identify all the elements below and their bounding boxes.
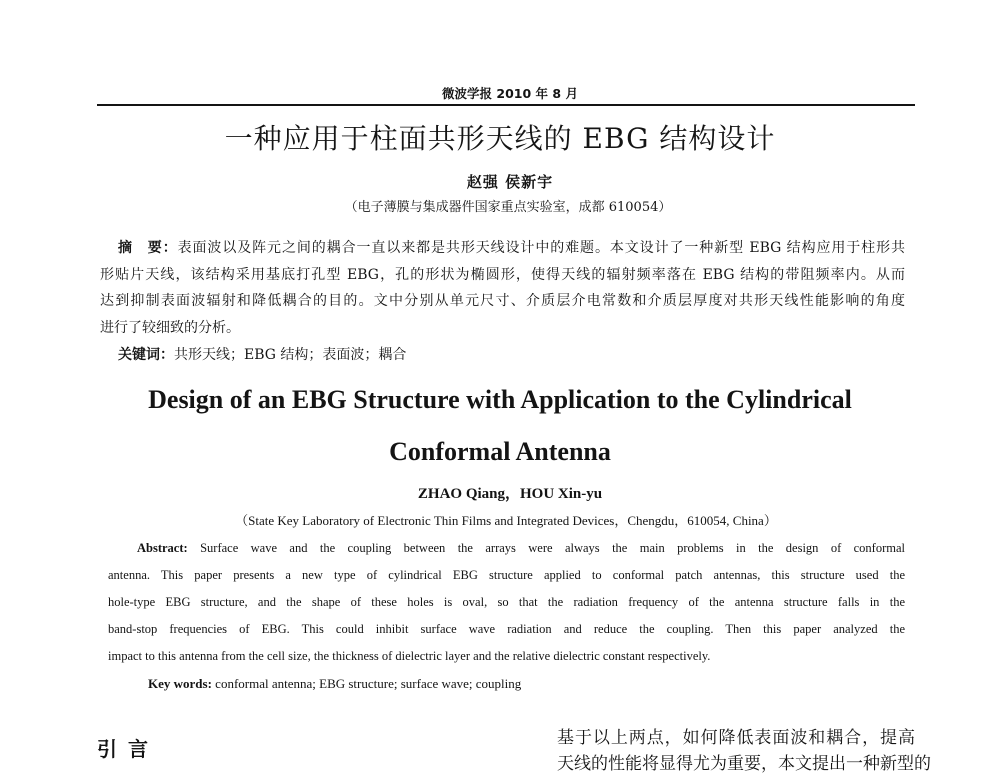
abstract-zh-label: 摘 要： — [118, 240, 178, 256]
affiliation-zh: （电子薄膜与集成器件国家重点实验室，成都 610054） — [344, 200, 672, 215]
abstract-en-line: impact to this antenna from the cell size, the thickness of dielectric layer and the relative dielectric constant respectively. — [108, 649, 711, 663]
abstract-en-line: band-stop frequencies of EBG. This could inhibit surface wave radiation and reduce the coupling. Then this paper analyzed the — [108, 622, 905, 636]
abstract-en — [108, 535, 905, 670]
abstract-en-line: antenna. This paper presents a new type of cylindrical EBG structure applied to conformal patch antennas, this structure used the — [108, 568, 905, 582]
right-column-text — [557, 725, 931, 777]
right-column-line: 天线的性能将显得尤为重要，本文提出一种新型的 — [557, 754, 931, 774]
paper-title-en-line: Design of an EBG Structure with Application to the Cylindrical — [148, 385, 852, 414]
affiliation-en: （State Key Laboratory of Electronic Thin Films and Integrated Devices，Chengdu，610054, China） — [235, 513, 777, 528]
abstract-en-text: Surface wave and the coupling between the arrays were always the main problems in the design of conformal — [200, 541, 905, 555]
abstract-zh — [100, 235, 905, 341]
abstract-zh-line: 形贴片天线，该结构采用基底打孔型 EBG，孔的形状为椭圆形，使得天线的辐射频率落在 EBG 结构的带阻频率内。从而 — [100, 266, 905, 283]
right-column-line: 基于以上两点，如何降低表面波和耦合，提高 — [557, 728, 915, 748]
header-rule — [97, 104, 915, 106]
abstract-zh-text: 表面波以及阵元之间的耦合一直以来都是共形天线设计中的难题。本文设计了一种新型 EBG 结构应用于柱形共 — [177, 240, 905, 256]
keywords-zh-text: 共形天线；EBG 结构；表面波；耦合 — [174, 347, 407, 363]
abstract-en-line — [108, 535, 905, 562]
authors-en: ZHAO Qiang，HOU Xin-yu — [417, 486, 603, 502]
abstract-zh-line — [100, 235, 905, 262]
keywords-zh-label: 关键词： — [118, 347, 174, 363]
authors-zh: 赵强 侯新宇 — [466, 173, 554, 191]
keywords-en — [148, 674, 521, 694]
abstract-en-label: Abstract: — [137, 541, 188, 555]
keywords-en-label: Key words: — [148, 676, 212, 691]
paper-title-en-line: Conformal Antenna — [389, 437, 611, 466]
paper-title-en — [0, 374, 1000, 478]
journal-header: 微波学报 2010 年 8 月 — [442, 86, 578, 101]
keywords-zh — [118, 345, 406, 365]
abstract-zh-line: 进行了较细致的分析。 — [100, 319, 240, 336]
section-heading: 引 言 — [97, 737, 150, 761]
abstract-en-line: hole-type EBG structure, and the shape of these holes is oval, so that the radiation frequency of the antenna structure falls in the — [108, 595, 905, 609]
paper-title-zh: 一种应用于柱面共形天线的 EBG 结构设计 — [224, 122, 776, 155]
keywords-en-text: conformal antenna; EBG structure; surface wave; coupling — [215, 676, 522, 691]
abstract-zh-line: 达到抑制表面波辐射和降低耦合的目的。文中分别从单元尺寸、介质层介电常数和介质层厚度对共形天线性能影响的角度 — [100, 293, 905, 309]
